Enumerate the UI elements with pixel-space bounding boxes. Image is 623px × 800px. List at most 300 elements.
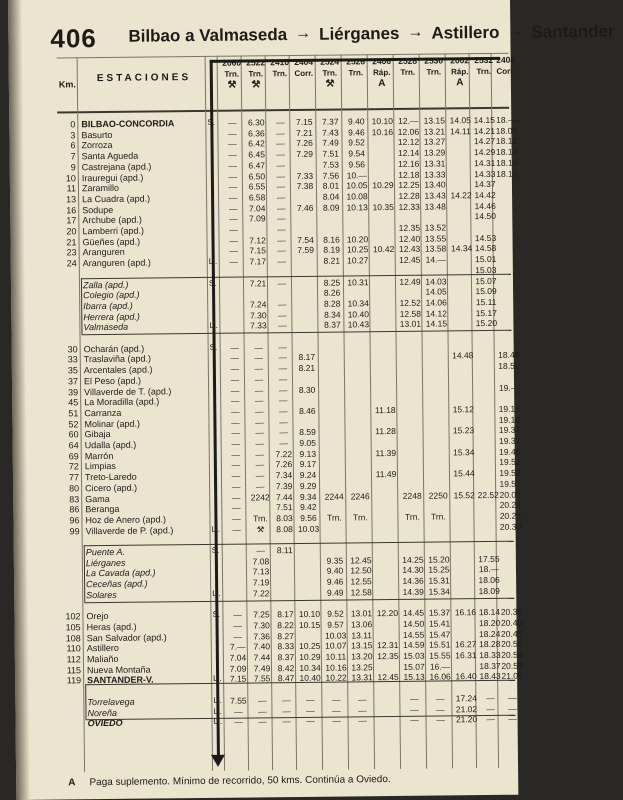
train-number: 2406: [372, 55, 392, 67]
time-cell: 7.15: [229, 673, 247, 685]
row-km: 112: [66, 654, 81, 665]
station-name: Villaverde de T. (apd.): [84, 385, 172, 397]
time-cell: 6.50: [248, 170, 266, 181]
station-name: Astillero: [86, 643, 119, 654]
time-cell: —: [358, 704, 367, 715]
time-cell: —: [258, 695, 267, 706]
time-cell: —: [231, 459, 241, 471]
row-km: 72: [68, 461, 79, 472]
time-cell: 10.13: [346, 201, 368, 213]
time-cell: 8.01: [322, 180, 340, 191]
time-cell: 15.31: [428, 575, 450, 586]
row-km: 37: [67, 376, 79, 387]
time-cell: 6.30: [247, 117, 265, 128]
time-cell: 14.34: [450, 243, 473, 254]
time-cell: —: [258, 705, 267, 716]
time-cell: —: [276, 202, 286, 213]
time-cell: —: [228, 171, 238, 182]
time-cell: 13.43: [424, 190, 446, 201]
time-cell: 10.27: [347, 255, 369, 266]
time-cell: 10.35: [372, 201, 394, 212]
time-cell: 10.43: [347, 319, 370, 330]
time-cell: —: [254, 384, 264, 395]
time-cell: —: [277, 256, 287, 267]
time-cell: —: [508, 692, 517, 703]
time-cell: 13.06: [350, 619, 373, 630]
time-cell: 11.39: [375, 447, 397, 458]
station-name: El Peso (apd.): [83, 375, 142, 387]
time-cell: 18.16: [496, 157, 518, 168]
time-cell: 15.44: [453, 468, 475, 479]
time-cell: —: [410, 704, 419, 715]
time-cell: —: [486, 714, 495, 725]
time-cell: 14.46: [474, 200, 496, 211]
time-cell: Trn.: [404, 511, 420, 522]
row-km: 7: [70, 151, 76, 162]
time-cell: 10.34: [347, 298, 369, 309]
time-cell: 17.55: [478, 553, 500, 564]
time-cell: —: [279, 405, 288, 417]
station-name: Archube (apd.): [82, 214, 142, 226]
station-name: Irauregui (apd.): [81, 172, 144, 183]
time-cell: 19.51: [499, 457, 521, 468]
station-flag: Ll.: [213, 695, 222, 705]
station-name: Udalla (apd.): [84, 439, 137, 451]
time-cell: 19.18: [498, 414, 521, 425]
station-name: La Moradilla (apd.): [84, 396, 160, 408]
station-name: Beranga: [85, 504, 120, 515]
time-cell: 13.15: [423, 115, 445, 126]
route-title: [128, 22, 614, 47]
time-cell: 15.37: [428, 607, 451, 618]
time-cell: —: [231, 449, 241, 460]
time-cell: 7.19: [252, 577, 270, 588]
time-cell: 16.—: [429, 661, 451, 672]
row-km: 108: [65, 632, 81, 644]
train-type: Trn.: [272, 69, 288, 79]
time-cell: —: [234, 706, 243, 717]
time-cell: 10.10: [371, 115, 393, 127]
time-cell: 7.29: [296, 148, 313, 160]
time-cell: 7.49: [253, 662, 271, 674]
time-cell: 7.33: [296, 170, 314, 181]
time-cell: 14.06: [425, 297, 447, 308]
time-cell: 8.59: [299, 427, 316, 438]
time-cell: 2246: [350, 490, 370, 501]
time-cell: 14.05: [449, 115, 471, 126]
time-cell: 8.46: [298, 405, 316, 416]
time-cell: 18.37: [479, 660, 501, 671]
time-cell: 14.50: [402, 618, 425, 629]
station-name: Orejo: [86, 611, 109, 622]
time-cell: 16.31: [455, 650, 477, 661]
time-cell: 12.58: [399, 308, 421, 319]
time-cell: 12.40: [398, 233, 421, 244]
train-number: 2410: [270, 57, 290, 68]
time-cell: 12.58: [350, 587, 372, 598]
time-cell: 14.33: [474, 168, 496, 179]
time-cell: —: [229, 213, 238, 224]
time-cell: 7.56: [322, 170, 340, 181]
time-cell: 15.23: [452, 425, 475, 436]
row-km: 16: [66, 204, 77, 215]
row-km: 3: [70, 129, 76, 141]
station-flag: Ll.: [209, 321, 218, 331]
time-cell: 16.40: [455, 671, 477, 682]
time-cell: —: [278, 341, 287, 352]
time-cell: 18.18: [496, 168, 518, 179]
time-cell: 12.33: [398, 201, 420, 212]
time-cell: 15.13: [403, 672, 425, 683]
time-cell: 15.11: [475, 296, 497, 308]
rule: [57, 107, 509, 114]
time-cell: 13.52: [424, 222, 447, 233]
time-cell: —: [279, 427, 288, 438]
time-cell: —: [255, 427, 264, 438]
time-cell: 14.29: [473, 146, 496, 158]
time-cell: 7.13: [252, 566, 270, 577]
station-flag: S.: [207, 117, 215, 127]
time-cell: 2248: [402, 490, 422, 501]
time-cell: 20.59: [501, 660, 523, 671]
row-km: 10: [65, 172, 76, 183]
time-cell: 8.47: [277, 673, 295, 684]
time-cell: 13.58: [424, 243, 447, 255]
time-cell: 8.25: [323, 277, 341, 288]
train-type: Trn.: [426, 67, 442, 77]
station-name: Aranguren: [82, 247, 125, 258]
train-type: Trn.: [248, 69, 264, 79]
station-name: Marrón: [84, 450, 114, 461]
train-number: 2524: [320, 56, 340, 67]
time-cell: 12.52: [399, 297, 421, 308]
train-type: Trn.: [224, 69, 240, 79]
time-cell: 18.43: [479, 671, 501, 682]
time-cell: Trn.: [252, 513, 268, 524]
row-km: 24: [66, 258, 77, 269]
time-cell: 7.09: [229, 663, 247, 674]
time-cell: 12.06: [397, 126, 420, 137]
time-cell: 10.08: [346, 191, 368, 202]
station-flag: Ll.: [212, 588, 221, 598]
row-km: 80: [69, 483, 80, 494]
time-cell: —: [255, 449, 265, 460]
row-km: 33: [67, 354, 78, 365]
time-cell: 15.07: [475, 275, 497, 286]
time-cell: 7.08: [252, 555, 270, 567]
time-cell: —: [230, 363, 240, 374]
time-cell: —: [276, 170, 286, 181]
time-cell: 12.—: [398, 115, 419, 126]
time-cell: 20.45: [500, 628, 523, 639]
train-type: Ráp.: [451, 67, 469, 77]
time-cell: 16.16: [454, 607, 477, 618]
train-symbol: A: [456, 77, 464, 89]
time-cell: —: [276, 159, 286, 170]
footnote-marker: A: [68, 777, 76, 789]
station-name: Torrelavega: [87, 696, 135, 708]
time-cell: —: [278, 395, 288, 406]
time-cell: 7.38: [296, 181, 314, 192]
station-name: Zaramillo: [81, 183, 120, 194]
time-cell: 14.03: [425, 275, 447, 287]
stations-column-header: ESTACIONES: [96, 72, 192, 85]
time-cell: 9.49: [326, 587, 344, 598]
time-cell: 7.30: [253, 620, 270, 631]
row-km: 110: [66, 643, 81, 654]
station-name: Ocharán (apd.): [83, 343, 145, 354]
time-cell: 14.59: [403, 639, 425, 651]
station-name: Zalla (apd.): [82, 279, 129, 290]
time-cell: 10.16: [325, 662, 347, 673]
time-cell: 20.30: [499, 521, 522, 532]
time-cell: 9.56: [300, 512, 317, 523]
time-cell: —: [277, 245, 286, 256]
row-km: 30: [67, 343, 78, 355]
station-name: Santa Agueda: [81, 150, 139, 162]
station-flag: Ll.: [213, 706, 222, 716]
time-cell: 9.56: [348, 159, 366, 170]
time-cell: 9.57: [327, 619, 344, 630]
time-cell: 10.34: [299, 662, 321, 673]
time-cell: 6.55: [248, 181, 266, 192]
train-number: 2530: [424, 55, 444, 66]
station-flag: S.: [208, 278, 217, 288]
time-cell: 7.54: [297, 234, 314, 245]
time-cell: —: [508, 713, 517, 724]
time-cell: 9.52: [348, 137, 365, 148]
time-cell: 8.37: [324, 319, 341, 331]
time-cell: —: [228, 203, 238, 214]
time-cell: 2250: [428, 489, 448, 501]
time-cell: —: [230, 342, 239, 353]
time-cell: ⚒: [256, 523, 265, 535]
time-cell: 9.05: [299, 437, 316, 448]
time-cell: —: [229, 245, 238, 257]
time-cell: —: [228, 160, 238, 171]
train-number: 2522: [246, 57, 266, 68]
time-cell: 14.12: [425, 308, 447, 319]
time-cell: —: [278, 352, 288, 363]
footnote: [68, 774, 391, 788]
time-cell: —: [279, 416, 288, 427]
time-cell: 15.03: [403, 650, 425, 661]
time-cell: 13.55: [424, 233, 447, 244]
time-cell: 12.50: [350, 565, 372, 576]
time-cell: 7.21: [296, 127, 313, 138]
route-stop-astillero: Astillero: [431, 22, 500, 43]
time-cell: 20.24: [499, 499, 522, 511]
time-cell: 19.37: [498, 435, 521, 446]
time-cell: —: [231, 427, 240, 438]
timetable: [57, 53, 523, 773]
time-cell: —: [277, 234, 286, 245]
train-symbol: A: [378, 78, 386, 90]
time-cell: 12.45: [377, 672, 399, 683]
time-cell: 18.28: [479, 639, 501, 650]
station-name: Arcentales (apd.): [83, 364, 153, 376]
time-cell: 17.24: [455, 692, 478, 704]
station-name: Colegio (apd.): [83, 289, 140, 301]
time-cell: 15.03: [475, 264, 497, 275]
row-km: 96: [69, 515, 80, 526]
train-type: Ráp.: [373, 67, 391, 78]
station-flag: Ll.: [211, 524, 221, 534]
time-cell: 18.24: [478, 628, 501, 639]
station-name: La Cavada (apd.): [85, 567, 156, 579]
time-cell: 10.11: [325, 651, 347, 662]
time-cell: 13.40: [424, 179, 446, 190]
train-type: Trn.: [476, 66, 492, 77]
time-cell: 9.17: [299, 459, 317, 470]
time-cell: 10.—: [346, 169, 368, 180]
time-cell: —: [254, 374, 264, 385]
time-cell: 13.25: [351, 661, 373, 673]
time-cell: 19.53: [499, 467, 521, 478]
train-type: Trn.: [400, 67, 416, 77]
time-cell: —: [332, 694, 341, 705]
km-column-header: Km.: [58, 79, 76, 90]
time-cell: 12.16: [398, 158, 420, 169]
train-number: 2532: [474, 54, 494, 66]
station-name: Sodupe: [82, 204, 114, 215]
time-cell: —: [232, 502, 241, 513]
time-cell: 19.46: [499, 446, 521, 457]
time-cell: —: [332, 705, 341, 716]
time-cell: —: [436, 703, 445, 715]
time-cell: 8.03: [276, 512, 293, 524]
station-name: Aranguren (apd.): [82, 257, 151, 269]
timetable-page: [8, 0, 615, 800]
time-cell: 10.22: [325, 672, 347, 684]
row-km: 20: [66, 226, 77, 237]
station-flag: S.: [209, 342, 218, 352]
station-name: Herrera (apd.): [83, 311, 140, 322]
time-cell: —: [254, 363, 264, 374]
time-cell: 7.33: [250, 320, 267, 331]
time-cell: —: [277, 277, 287, 288]
time-cell: 7.15: [249, 245, 266, 256]
time-cell: 7.26: [296, 138, 313, 149]
time-cell: 13.33: [424, 168, 446, 180]
station-name: Castrejana (apd.): [81, 161, 152, 173]
time-cell: 15.09: [475, 286, 497, 297]
time-cell: 15.07: [403, 661, 425, 672]
station-name: Heras (apd.): [86, 621, 137, 633]
train-symbol: ⚒: [251, 79, 261, 91]
time-cell: 14.30: [402, 565, 424, 576]
train-type: Trn.: [322, 68, 338, 78]
time-cell: —: [230, 374, 240, 385]
time-cell: 9.54: [348, 148, 365, 159]
time-cell: 10.05: [346, 180, 368, 191]
time-cell: —: [231, 481, 241, 492]
station-name: Gama: [85, 493, 110, 504]
time-cell: 14.22: [450, 190, 472, 201]
time-cell: 6.58: [248, 192, 266, 203]
time-cell: —: [231, 470, 241, 481]
time-cell: 14.05: [425, 286, 447, 297]
time-cell: 13.31: [424, 158, 446, 169]
time-cell: —: [282, 694, 291, 705]
station-name: SANTANDER-V.: [87, 674, 154, 686]
time-cell: —: [231, 438, 240, 449]
time-cell: 14.48: [452, 350, 474, 361]
time-cell: 12.20: [376, 608, 399, 619]
time-cell: 10.16: [371, 126, 394, 137]
row-km: 39: [68, 386, 79, 397]
time-cell: 7.36: [253, 630, 270, 642]
time-cell: 10.03: [297, 523, 320, 534]
time-cell: 14.—: [425, 254, 446, 265]
time-cell: —: [436, 714, 445, 725]
time-cell: 20.02: [499, 489, 521, 500]
station-name: [86, 535, 210, 536]
time-cell: 14.15: [473, 114, 495, 126]
time-cell: —: [410, 714, 419, 726]
time-cell: 12.35: [377, 650, 399, 662]
time-cell: 2244: [324, 491, 344, 502]
row-km: 13: [66, 194, 77, 205]
time-cell: —: [276, 127, 285, 138]
station-name: Limpias: [84, 461, 116, 472]
time-cell: 7.49: [322, 137, 339, 149]
station-name: Ceceñas (apd.): [86, 578, 148, 590]
time-cell: 12.43: [398, 244, 421, 255]
time-cell: 13.31: [351, 672, 373, 683]
time-cell: 14.21: [473, 125, 496, 136]
time-cell: 7.44: [275, 491, 293, 502]
station-name: Treto-Laredo: [84, 471, 137, 483]
time-cell: —: [276, 181, 286, 192]
time-cell: 12.14: [397, 147, 420, 159]
time-cell: —: [231, 417, 240, 428]
time-cell: 10.25: [299, 641, 321, 652]
time-cell: —: [229, 224, 238, 235]
time-cell: —: [230, 385, 240, 396]
time-cell: 8.19: [323, 244, 340, 256]
train-symbol: ⚒: [227, 79, 237, 91]
time-cell: —: [282, 705, 291, 716]
time-cell: 7.26: [275, 459, 293, 470]
time-cell: 18.49: [498, 350, 520, 361]
time-cell: 10.10: [298, 608, 321, 620]
time-cell: 11.28: [375, 426, 396, 437]
time-cell: —: [256, 545, 266, 556]
time-cell: —: [332, 715, 341, 726]
time-cell: 13.01: [350, 608, 373, 619]
time-cell: —: [486, 703, 495, 714]
time-cell: 8.28: [323, 298, 341, 309]
time-cell: 12.12: [397, 137, 420, 148]
time-cell: 20.54: [501, 649, 523, 660]
time-cell: —: [276, 138, 285, 149]
station-name: Lamberri (apd.): [82, 225, 145, 237]
time-cell: 15.34: [428, 586, 450, 597]
time-cell: 14.15: [425, 318, 448, 329]
row-km: 45: [68, 397, 79, 408]
time-cell: 14.27: [473, 136, 496, 147]
station-name: Molinar (apd.): [84, 418, 141, 429]
time-cell: 9.34: [299, 491, 317, 502]
page-number: 406: [50, 23, 97, 54]
time-cell: —: [410, 693, 419, 704]
direction-arrow-icon: [211, 755, 225, 767]
station-flag: Ll.: [213, 716, 223, 727]
time-cell: 9.13: [299, 448, 317, 459]
time-cell: 8.17: [298, 352, 316, 363]
time-cell: 16.27: [455, 639, 477, 650]
